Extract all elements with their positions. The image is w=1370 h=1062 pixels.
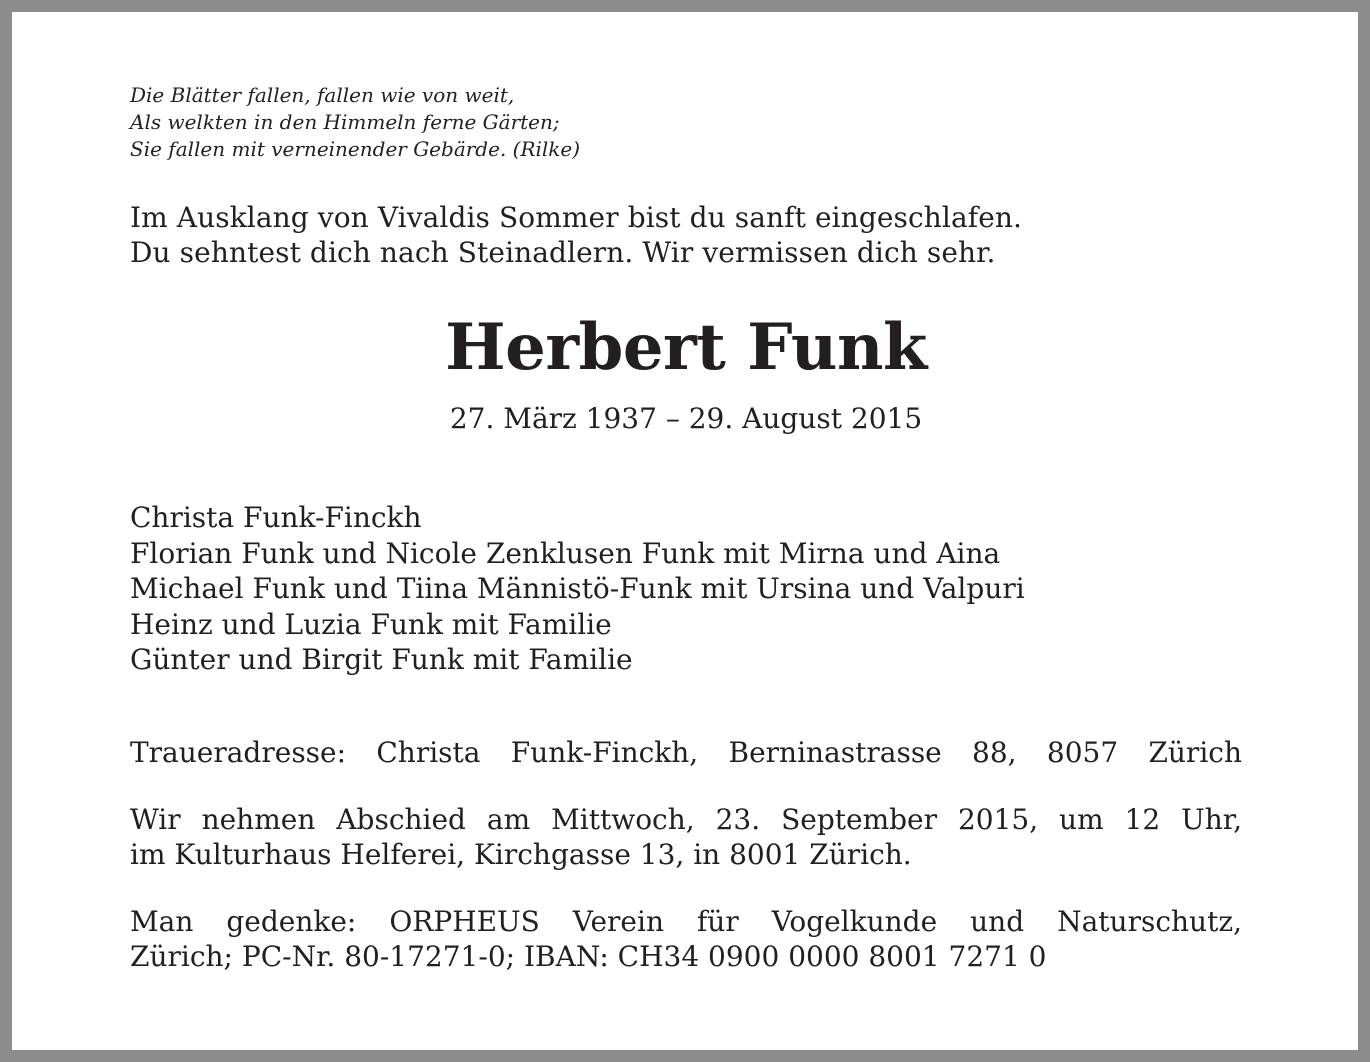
intro-text	[130, 200, 1022, 270]
memorial-line: Man gedenke: ORPHEUS Verein für Vogelkunde und Naturschutz,	[130, 905, 1242, 938]
farewell-line: Wir nehmen Abschied am Mittwoch, 23. September 2015, um 12 Uhr,	[130, 803, 1242, 836]
intro-line: Du sehntest dich nach Steinadlern. Wir vermissen dich sehr.	[130, 236, 996, 269]
poem-line: Die Blätter fallen, fallen wie von weit,	[130, 83, 515, 107]
poem-line: Als welkten in den Himmeln ferne Gärten;	[130, 110, 560, 134]
deceased-name: Herbert Funk	[445, 310, 927, 385]
mourner-line: Florian Funk und Nicole Zenklusen Funk mit Mirna und Aina	[130, 536, 1001, 570]
memorial-line: Zürich; PC-Nr. 80-17271-0; IBAN: CH34 0900 0000 8001 7271 0	[130, 940, 1047, 973]
mourner-line: Michael Funk und Tiina Männistö-Funk mit Ursina und Valpuri	[130, 572, 1025, 605]
farewell-notice	[130, 802, 1242, 872]
intro-line: Im Ausklang von Vivaldis Sommer bist du sanft eingeschlafen.	[130, 201, 1023, 234]
memorial-donation	[130, 904, 1242, 974]
farewell-line: im Kulturhaus Helferei, Kirchgasse 13, in 8001 Zürich.	[130, 838, 912, 871]
mourning-address: Traueradresse: Christa Funk-Finckh, Berninastrasse 88, 8057 Zürich	[130, 736, 1242, 769]
life-dates: 27. März 1937 – 29. August 2015	[449, 402, 923, 435]
poem-line: Sie fallen mit verneinender Gebärde. (Rilke)	[130, 137, 581, 161]
poem-quote	[130, 82, 580, 163]
mourners-list	[130, 500, 1025, 678]
mourner-line: Christa Funk-Finckh	[130, 501, 422, 534]
obituary-page	[12, 12, 1358, 1050]
mourner-line: Heinz und Luzia Funk mit Familie	[130, 607, 612, 641]
mourner-line: Günter und Birgit Funk mit Familie	[130, 643, 633, 676]
